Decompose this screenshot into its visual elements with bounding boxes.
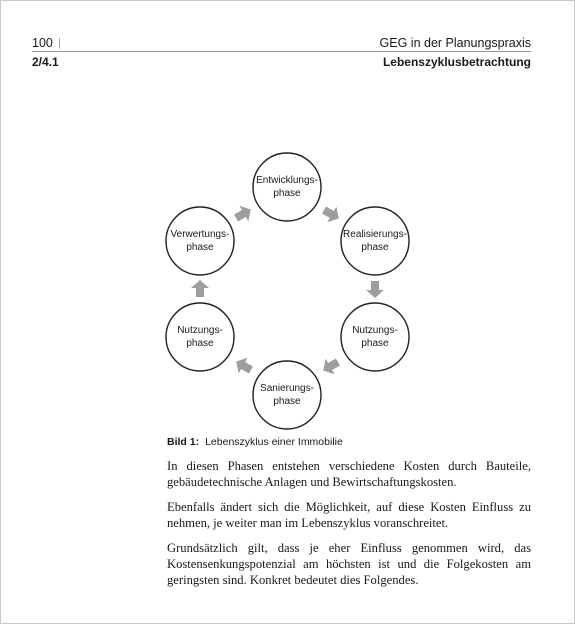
cycle-arrow-2 [366,281,384,298]
section-number: 2/4.1 [32,55,59,69]
page-separator: | [58,37,61,49]
phase-label-nutzung_right: Nutzungs- phase [352,325,398,349]
header-rule [32,51,531,52]
cycle-arrow-5 [191,280,209,297]
cycle-arrow-1 [320,202,344,226]
figure-caption [167,436,343,448]
section-header [32,55,531,69]
cycle-arrow-4 [232,354,256,378]
phase-label-entwicklung: Entwicklungs- phase [256,175,318,199]
paragraph-2: Ebenfalls ändert sich die Möglichkeit, auf diese Kosten Einfluss zu nehmen, je weiter man im Lebenszyklus voranschreitet. [167,500,531,530]
paragraph-1: In diesen Phasen entstehen verschiedene Kosten durch Bauteile, gebäudetechnische Anlagen und Bewirtschaftungskosten. [167,459,531,489]
section-title: Lebenszyklusbetrachtung [382,55,531,69]
cycle-arrow-3 [319,354,343,378]
paragraph-3: Grundsätzlich gilt, dass je eher Einfluss genommen wird, das Kostensenkungspotenzial am höchsten ist und die Folgekosten am geringsten sind. Konkret bedeutet dies Folgendes. [167,541,531,587]
cycle-arrow-6 [232,202,256,226]
caption-label: Bild 1: [167,436,200,448]
phase-label-verwertung: Verwertungs- phase [170,229,230,253]
book-title: GEG in der Planungspraxis [379,36,531,50]
caption-text: Lebenszyklus einer Immobilie [205,436,343,448]
lifecycle-diagram [150,150,420,430]
phase-label-nutzung_left: Nutzungs- phase [177,325,223,349]
phase-label-sanierung: Sanierungs- phase [260,383,314,407]
page-number: 100 [32,36,53,50]
phase-label-realisierung: Realisierungs- phase [343,229,407,253]
running-header [32,36,531,52]
